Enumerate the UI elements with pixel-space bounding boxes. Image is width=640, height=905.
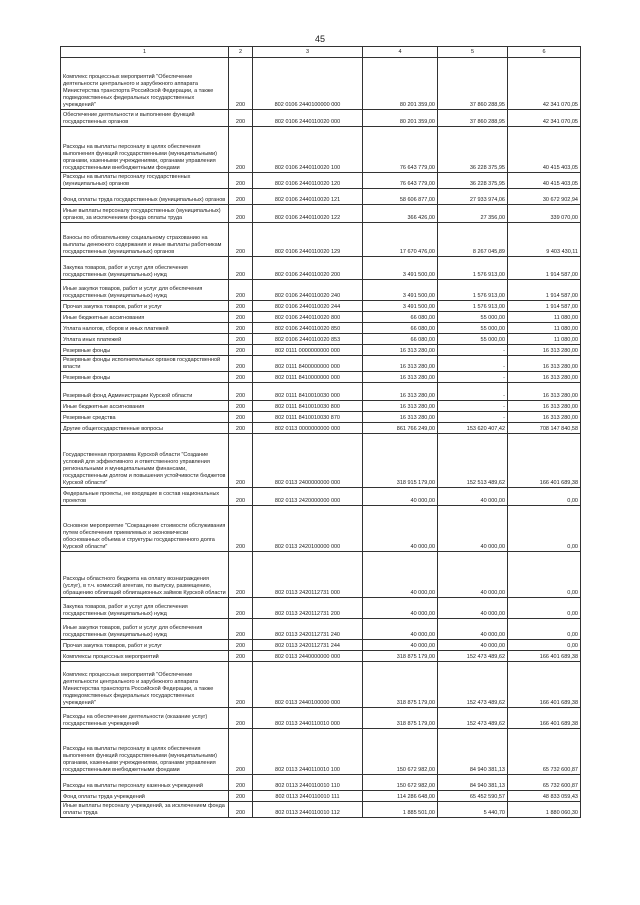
row-executed-amount: 37 860 288,95: [438, 58, 508, 110]
row-name: Закупка товаров, работ и услуг для обеспечения государственных (муниципальных) нужд: [61, 257, 229, 280]
table-header-row: [61, 47, 581, 58]
row-planned-amount: 66 080,00: [363, 334, 438, 345]
row-classification: 802 0106 2440110020 120: [253, 173, 363, 189]
row-executed-amount: 40 000,00: [438, 552, 508, 598]
row-classification: 802 0111 8410010030 870: [253, 412, 363, 423]
row-planned-amount: 16 313 280,00: [363, 383, 438, 401]
row-planned-amount: 40 000,00: [363, 640, 438, 651]
row-classification: 802 0113 0000000000 000: [253, 423, 363, 434]
row-planned-amount: 40 000,00: [363, 552, 438, 598]
table-row: [61, 651, 581, 662]
table-row: [61, 401, 581, 412]
row-code: 200: [229, 345, 253, 356]
row-remaining-amount: 166 401 689,38: [508, 708, 581, 729]
column-header: 4: [363, 47, 438, 58]
row-remaining-amount: 1 914 587,00: [508, 301, 581, 312]
row-name: Другие общегосударственные вопросы: [61, 423, 229, 434]
row-classification: 802 0106 2440110020 244: [253, 301, 363, 312]
row-code: 200: [229, 280, 253, 301]
table-row: [61, 372, 581, 383]
row-classification: 802 0106 2440100000 000: [253, 58, 363, 110]
row-name: Иные выплаты персоналу государственных (муниципальных) органов, за исключением фонда оплаты труда: [61, 205, 229, 223]
row-remaining-amount: 0,00: [508, 640, 581, 651]
row-classification: 802 0106 2440110020 122: [253, 205, 363, 223]
row-planned-amount: 16 313 280,00: [363, 345, 438, 356]
row-executed-amount: -: [438, 372, 508, 383]
row-planned-amount: 318 875 179,00: [363, 662, 438, 708]
row-code: 200: [229, 372, 253, 383]
row-code: 200: [229, 223, 253, 257]
row-remaining-amount: 11 080,00: [508, 323, 581, 334]
row-code: 200: [229, 552, 253, 598]
row-planned-amount: 366 426,00: [363, 205, 438, 223]
row-planned-amount: 16 313 280,00: [363, 372, 438, 383]
row-classification: 802 0113 2400000000 000: [253, 434, 363, 488]
row-name: Резервные фонды: [61, 372, 229, 383]
row-name: Резервный фонд Администрации Курской области: [61, 383, 229, 401]
row-code: 200: [229, 423, 253, 434]
row-classification: 802 0106 2440110020 129: [253, 223, 363, 257]
row-remaining-amount: 11 080,00: [508, 334, 581, 345]
row-classification: 802 0106 2440110020 121: [253, 189, 363, 205]
row-classification: 802 0113 2440110010 110: [253, 775, 363, 791]
row-classification: 802 0113 2440110010 112: [253, 802, 363, 818]
row-remaining-amount: 0,00: [508, 506, 581, 552]
row-planned-amount: 76 643 779,00: [363, 127, 438, 173]
row-remaining-amount: 11 080,00: [508, 312, 581, 323]
table-row: [61, 640, 581, 651]
row-classification: 802 0111 0000000000 000: [253, 345, 363, 356]
table-row: [61, 412, 581, 423]
row-executed-amount: 84 940 381,13: [438, 775, 508, 791]
row-planned-amount: 1 885 501,00: [363, 802, 438, 818]
row-name: Основное мероприятие "Сокращение стоимости обслуживания путем обеспечения приемлемых и экономически обоснованных объема и структуры государственного долга Курской области": [61, 506, 229, 552]
row-code: 200: [229, 110, 253, 127]
table-row: [61, 127, 581, 173]
row-remaining-amount: 166 401 689,38: [508, 651, 581, 662]
row-remaining-amount: 16 313 280,00: [508, 356, 581, 372]
row-executed-amount: -: [438, 401, 508, 412]
table-row: [61, 383, 581, 401]
row-classification: 802 0106 2440110020 850: [253, 323, 363, 334]
row-code: 200: [229, 173, 253, 189]
row-executed-amount: 5 440,70: [438, 802, 508, 818]
row-classification: 802 0106 2440110020 000: [253, 110, 363, 127]
row-planned-amount: 40 000,00: [363, 598, 438, 619]
row-planned-amount: 66 080,00: [363, 312, 438, 323]
row-name: Расходы на выплаты персоналу в целях обеспечения выполнения функций государственными (муниципальными) органами, казенными учреждениями, органами управления государственными внебюджетными фондами: [61, 729, 229, 775]
row-remaining-amount: 166 401 689,38: [508, 662, 581, 708]
row-code: 200: [229, 356, 253, 372]
row-executed-amount: 65 452 590,57: [438, 791, 508, 802]
row-name: Уплата иных платежей: [61, 334, 229, 345]
row-name: Взносы по обязательному социальному страхованию на выплаты денежного содержания и иные выплаты работникам государственных (муниципальных) органов: [61, 223, 229, 257]
table-row: [61, 506, 581, 552]
row-name: Расходы на выплаты персоналу государственных (муниципальных) органов: [61, 173, 229, 189]
row-name: Государственная программа Курской области "Создание условий для эффективного и ответственного управления региональными и муниципальными финансами, государственным долгом и повышения устойчивости бюджетов Курской области": [61, 434, 229, 488]
row-executed-amount: 40 000,00: [438, 640, 508, 651]
row-executed-amount: 40 000,00: [438, 488, 508, 506]
table-row: [61, 110, 581, 127]
row-executed-amount: 152 513 489,62: [438, 434, 508, 488]
row-planned-amount: 318 915 179,00: [363, 434, 438, 488]
row-executed-amount: 40 000,00: [438, 506, 508, 552]
row-planned-amount: 66 080,00: [363, 323, 438, 334]
table-row: [61, 301, 581, 312]
table-row: [61, 775, 581, 791]
row-code: 200: [229, 708, 253, 729]
row-code: 200: [229, 775, 253, 791]
table-row: [61, 791, 581, 802]
table-row: [61, 598, 581, 619]
row-classification: 802 0106 2440110020 800: [253, 312, 363, 323]
row-classification: 802 0106 2440110020 100: [253, 127, 363, 173]
row-remaining-amount: 0,00: [508, 552, 581, 598]
row-planned-amount: 150 672 982,00: [363, 775, 438, 791]
row-remaining-amount: 48 833 059,43: [508, 791, 581, 802]
table-row: [61, 173, 581, 189]
row-code: 200: [229, 323, 253, 334]
row-executed-amount: -: [438, 383, 508, 401]
row-executed-amount: 40 000,00: [438, 619, 508, 640]
table-row: [61, 662, 581, 708]
column-header: 5: [438, 47, 508, 58]
row-code: 200: [229, 619, 253, 640]
row-executed-amount: 8 267 045,89: [438, 223, 508, 257]
row-code: 200: [229, 791, 253, 802]
row-code: 200: [229, 651, 253, 662]
row-planned-amount: 80 201 359,00: [363, 58, 438, 110]
row-remaining-amount: 30 672 902,94: [508, 189, 581, 205]
row-name: Расходы на обеспечение деятельности (оказание услуг) государственных учреждений: [61, 708, 229, 729]
row-name: Закупка товаров, работ и услуг для обеспечения государственных (муниципальных) нужд: [61, 598, 229, 619]
column-header: 6: [508, 47, 581, 58]
table-row: [61, 257, 581, 280]
row-classification: 802 0113 2420100000 000: [253, 506, 363, 552]
row-executed-amount: -: [438, 412, 508, 423]
row-executed-amount: 1 576 913,00: [438, 257, 508, 280]
row-executed-amount: 153 620 407,42: [438, 423, 508, 434]
row-classification: 802 0113 2440110010 000: [253, 708, 363, 729]
row-executed-amount: 1 576 913,00: [438, 301, 508, 312]
row-planned-amount: 861 766 249,00: [363, 423, 438, 434]
table-row: [61, 205, 581, 223]
table-row: [61, 223, 581, 257]
row-planned-amount: 16 313 280,00: [363, 356, 438, 372]
row-remaining-amount: 9 403 430,11: [508, 223, 581, 257]
row-code: 200: [229, 434, 253, 488]
table-row: [61, 189, 581, 205]
table-row: [61, 345, 581, 356]
row-name: Расходы областного бюджета на оплату вознаграждения (услуг), в т.ч. комиссий агентам, по выпуску, размещению, обращению облигаций облигационных займов Курской области: [61, 552, 229, 598]
row-name: Комплекс процессных мероприятий "Обеспечение деятельности центрального и зарубежного аппарата Министерства транспорта Российской Федерации, а также подведомственных федеральных государственных учреждений": [61, 662, 229, 708]
row-name: Иные закупки товаров, работ и услуг для обеспечения государственных (муниципальных) нужд: [61, 619, 229, 640]
row-remaining-amount: 16 313 280,00: [508, 345, 581, 356]
row-name: Резервные фонды исполнительных органов государственной власти: [61, 356, 229, 372]
row-remaining-amount: 0,00: [508, 598, 581, 619]
table-row: [61, 434, 581, 488]
table-row: [61, 356, 581, 372]
row-executed-amount: 55 000,00: [438, 323, 508, 334]
table-row: [61, 802, 581, 818]
row-code: 200: [229, 412, 253, 423]
row-remaining-amount: 42 341 070,05: [508, 58, 581, 110]
row-classification: 802 0106 2440110020 853: [253, 334, 363, 345]
row-remaining-amount: 1 914 587,00: [508, 280, 581, 301]
row-executed-amount: 37 860 288,95: [438, 110, 508, 127]
row-executed-amount: 27 356,00: [438, 205, 508, 223]
row-name: Расходы на выплаты персоналу в целях обеспечения выполнения функций государственными (муниципальными) органами, казенными учреждениями, органами управления государственными внебюджетными фондами: [61, 127, 229, 173]
row-remaining-amount: 708 147 840,58: [508, 423, 581, 434]
row-planned-amount: 3 491 500,00: [363, 280, 438, 301]
row-executed-amount: 152 473 489,62: [438, 651, 508, 662]
row-planned-amount: 58 606 877,00: [363, 189, 438, 205]
row-code: 200: [229, 506, 253, 552]
row-name: Иные закупки товаров, работ и услуг для обеспечения государственных (муниципальных) нужд: [61, 280, 229, 301]
row-executed-amount: -: [438, 345, 508, 356]
row-remaining-amount: 1 880 060,30: [508, 802, 581, 818]
table-row: [61, 312, 581, 323]
table-row: [61, 708, 581, 729]
table-row: [61, 58, 581, 110]
row-code: 200: [229, 640, 253, 651]
row-classification: 802 0113 2420000000 000: [253, 488, 363, 506]
row-name: Комплексы процессных мероприятий: [61, 651, 229, 662]
row-classification: 802 0106 2440110020 240: [253, 280, 363, 301]
row-classification: 802 0113 2440110010 111: [253, 791, 363, 802]
row-code: 200: [229, 488, 253, 506]
row-code: 200: [229, 58, 253, 110]
row-code: 200: [229, 127, 253, 173]
row-executed-amount: 36 228 375,95: [438, 173, 508, 189]
row-name: Прочая закупка товаров, работ и услуг: [61, 640, 229, 651]
row-code: 200: [229, 729, 253, 775]
row-planned-amount: 80 201 359,00: [363, 110, 438, 127]
row-classification: 802 0111 8410000000 000: [253, 372, 363, 383]
row-executed-amount: 84 940 381,13: [438, 729, 508, 775]
budget-table: [60, 46, 581, 818]
row-executed-amount: -: [438, 356, 508, 372]
row-name: Резервные фонды: [61, 345, 229, 356]
row-executed-amount: 55 000,00: [438, 334, 508, 345]
row-executed-amount: 152 473 489,62: [438, 708, 508, 729]
row-executed-amount: 152 473 489,62: [438, 662, 508, 708]
row-classification: 802 0113 2420112731 200: [253, 598, 363, 619]
row-code: 200: [229, 383, 253, 401]
row-name: Резервные средства: [61, 412, 229, 423]
row-remaining-amount: 0,00: [508, 488, 581, 506]
row-code: 200: [229, 334, 253, 345]
table-row: [61, 619, 581, 640]
row-code: 200: [229, 205, 253, 223]
column-header: 2: [229, 47, 253, 58]
table-row: [61, 323, 581, 334]
table-row: [61, 334, 581, 345]
row-code: 200: [229, 257, 253, 280]
row-executed-amount: 36 228 375,95: [438, 127, 508, 173]
row-remaining-amount: 40 415 403,05: [508, 173, 581, 189]
row-planned-amount: 17 670 476,00: [363, 223, 438, 257]
row-name: Федеральные проекты, не входящие в состав национальных проектов: [61, 488, 229, 506]
row-remaining-amount: 16 313 280,00: [508, 383, 581, 401]
row-executed-amount: 1 576 913,00: [438, 280, 508, 301]
row-planned-amount: 40 000,00: [363, 488, 438, 506]
row-remaining-amount: 16 313 280,00: [508, 412, 581, 423]
row-classification: 802 0113 2420112731 240: [253, 619, 363, 640]
column-header: 3: [253, 47, 363, 58]
row-code: 200: [229, 598, 253, 619]
row-name: Обеспечение деятельности и выполнение функций государственных органов: [61, 110, 229, 127]
table-body: [61, 58, 581, 818]
row-classification: 802 0113 2440110010 100: [253, 729, 363, 775]
row-remaining-amount: 0,00: [508, 619, 581, 640]
row-planned-amount: 40 000,00: [363, 619, 438, 640]
table-row: [61, 280, 581, 301]
row-planned-amount: 40 000,00: [363, 506, 438, 552]
table-row: [61, 552, 581, 598]
row-name: Фонд оплаты труда государственных (муниципальных) органов: [61, 189, 229, 205]
row-planned-amount: 318 875 179,00: [363, 651, 438, 662]
column-header: 1: [61, 47, 229, 58]
row-remaining-amount: 16 313 280,00: [508, 401, 581, 412]
row-code: 200: [229, 401, 253, 412]
row-remaining-amount: 16 313 280,00: [508, 372, 581, 383]
row-name: Прочая закупка товаров, работ и услуг: [61, 301, 229, 312]
row-planned-amount: 150 672 982,00: [363, 729, 438, 775]
row-classification: 802 0111 8410010030 800: [253, 401, 363, 412]
row-classification: 802 0106 2440110020 200: [253, 257, 363, 280]
row-name: Иные выплаты персоналу учреждений, за исключением фонда оплаты труда: [61, 802, 229, 818]
row-planned-amount: 16 313 280,00: [363, 412, 438, 423]
table-row: [61, 488, 581, 506]
row-classification: 802 0111 8410010030 000: [253, 383, 363, 401]
row-code: 200: [229, 301, 253, 312]
row-classification: 802 0113 2420112731 000: [253, 552, 363, 598]
row-remaining-amount: 1 914 587,00: [508, 257, 581, 280]
table-row: [61, 729, 581, 775]
row-code: 200: [229, 189, 253, 205]
row-executed-amount: 55 000,00: [438, 312, 508, 323]
table-row: [61, 423, 581, 434]
row-classification: 802 0113 2440100000 000: [253, 662, 363, 708]
page-number: 45: [314, 34, 325, 44]
row-remaining-amount: 40 415 403,05: [508, 127, 581, 173]
row-name: Иные бюджетные ассигнования: [61, 401, 229, 412]
row-classification: 802 0113 2420112731 244: [253, 640, 363, 651]
row-planned-amount: 3 491 500,00: [363, 301, 438, 312]
row-executed-amount: 27 933 974,06: [438, 189, 508, 205]
row-code: 200: [229, 662, 253, 708]
row-remaining-amount: 65 732 600,87: [508, 729, 581, 775]
row-planned-amount: 16 313 280,00: [363, 401, 438, 412]
row-remaining-amount: 339 070,00: [508, 205, 581, 223]
row-code: 200: [229, 312, 253, 323]
row-remaining-amount: 65 732 600,87: [508, 775, 581, 791]
row-code: 200: [229, 802, 253, 818]
row-name: Комплекс процессных мероприятий "Обеспечение деятельности центрального и зарубежного аппарата Министерства транспорта Российской Федерации, а также подведомственных федеральных государственных учреждений": [61, 58, 229, 110]
row-executed-amount: 40 000,00: [438, 598, 508, 619]
row-classification: 802 0111 8400000000 000: [253, 356, 363, 372]
row-planned-amount: 3 491 500,00: [363, 257, 438, 280]
row-planned-amount: 114 286 648,00: [363, 791, 438, 802]
row-remaining-amount: 42 341 070,05: [508, 110, 581, 127]
row-classification: 802 0113 2440000000 000: [253, 651, 363, 662]
row-name: Уплата налогов, сборов и иных платежей: [61, 323, 229, 334]
row-name: Иные бюджетные ассигнования: [61, 312, 229, 323]
row-remaining-amount: 166 401 689,38: [508, 434, 581, 488]
row-name: Расходы на выплаты персоналу казенных учреждений: [61, 775, 229, 791]
row-name: Фонд оплаты труда учреждений: [61, 791, 229, 802]
row-planned-amount: 318 875 179,00: [363, 708, 438, 729]
row-planned-amount: 76 643 779,00: [363, 173, 438, 189]
